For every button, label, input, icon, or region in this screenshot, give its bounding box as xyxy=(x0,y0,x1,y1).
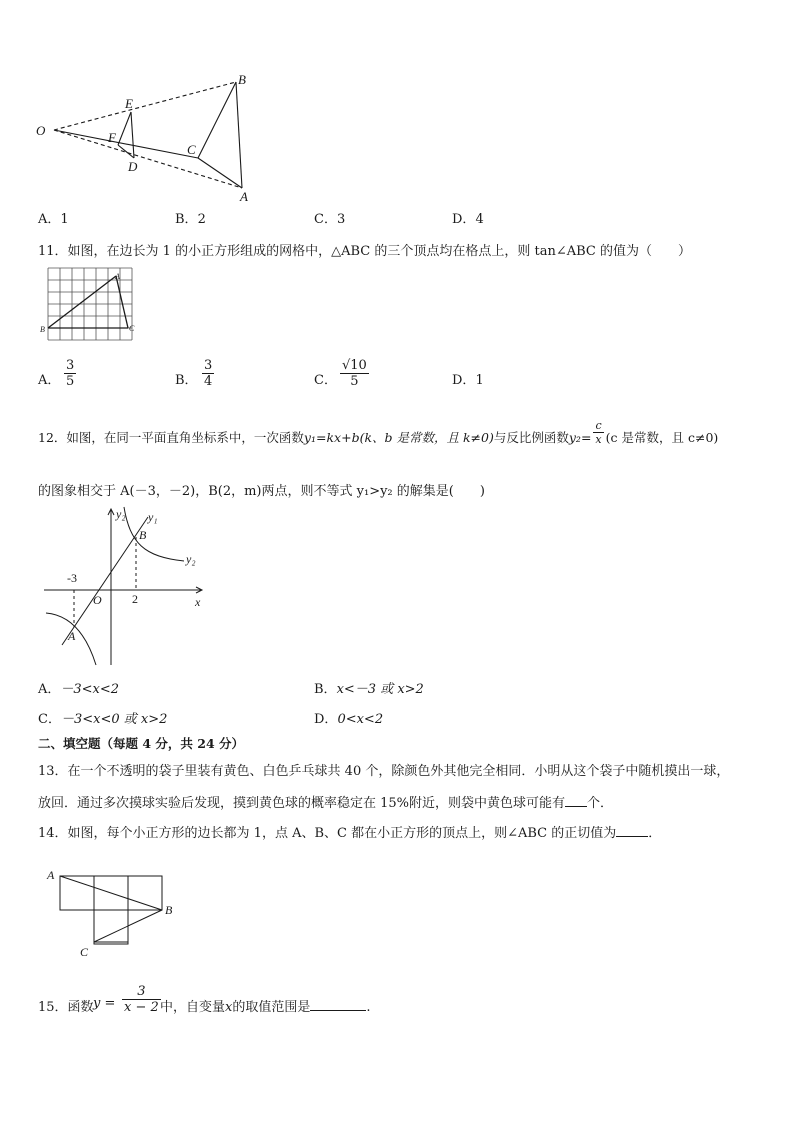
q12-option-a-text: －3<x<2 xyxy=(60,682,120,697)
q15-answer-blank[interactable] xyxy=(310,998,366,1011)
q11-side-AC xyxy=(116,276,128,328)
q13-line2 xyxy=(38,792,613,811)
q11-option-b-den: 4 xyxy=(204,374,213,389)
q11-option-d xyxy=(452,369,484,388)
q10-option-d-letter: D． xyxy=(452,212,476,227)
q12-option-b-text: x<－3 或 x>2 xyxy=(336,682,424,697)
q13-line1: 13．在一个不透明的袋子里装有黄色、白色乒乓球共 40 个，除颜色外其他完全相同．小明从这个袋子中随机摸出一球， xyxy=(38,764,730,779)
q10-option-a-letter: A． xyxy=(38,212,61,227)
q14-stem-pre: 14．如图，每个小正方形的边长都为 1，点 A、B、C 都在小正方形的顶点上，则∠ABC 的正切值为 xyxy=(38,826,617,841)
q14-label-A: A xyxy=(47,868,55,882)
q12-line2: 的图象相交于 A(－3，－2)，B(2，m)两点，则不等式 y₁>y₂ 的解集是( ) xyxy=(38,484,485,499)
q11-option-b-num: 3 xyxy=(204,358,213,373)
q11-option-c-letter: C． xyxy=(314,373,337,388)
q15-end: . xyxy=(366,1000,371,1015)
q14-stem xyxy=(38,822,661,841)
q11-label-C: C xyxy=(129,324,135,333)
q10-line-CA xyxy=(198,158,242,188)
q10-label-O: O xyxy=(36,123,46,138)
q10-label-A: A xyxy=(240,189,248,204)
q11-option-a-frac xyxy=(64,358,76,389)
q11-option-d-letter: D． xyxy=(452,373,476,388)
section-title: 二、填空题（每题 4 分，共 24 分） xyxy=(38,736,245,751)
q10-label-C: C xyxy=(187,142,196,157)
q10-label-D: D xyxy=(128,159,138,174)
q11-label-B: B xyxy=(40,325,45,334)
q15-frac xyxy=(122,984,161,1015)
q12-option-d xyxy=(314,708,383,727)
q11-option-a-letter: A． xyxy=(38,373,61,388)
q12-label-y1: y₁ xyxy=(148,510,158,524)
q15-frac-den: x − 2 xyxy=(124,1000,159,1015)
q12-label-B: B xyxy=(139,528,147,542)
q15-var: x xyxy=(225,1000,233,1015)
q15-y-eq: y = xyxy=(93,996,116,1011)
q11-options xyxy=(38,358,558,402)
q12-label-y2-axis: y₂ xyxy=(116,507,126,521)
q12-option-b xyxy=(314,678,424,697)
q12-label-x: x xyxy=(195,595,201,609)
q11-option-a-den: 5 xyxy=(66,374,75,389)
q13-answer-blank[interactable] xyxy=(565,794,587,807)
q12-option-c-text: －3<x<0 或 x>2 xyxy=(60,712,168,727)
q11-stem: 11．如图，在边长为 1 的小正方形组成的网格中，△ABC 的三个顶点均在格点上，则 tan∠ABC 的值为（ ） xyxy=(38,244,691,259)
q14-segment-AB xyxy=(60,876,162,910)
q11-label-A: A xyxy=(115,272,120,281)
q11-option-c-frac xyxy=(340,358,369,389)
q10-line-ED xyxy=(131,112,134,158)
q12-label-A: A xyxy=(68,629,76,643)
q10-option-d: 4 xyxy=(475,212,484,227)
q12-line1-function: y₁=kx+b(k、b 是常数，且 k≠0) xyxy=(303,430,494,445)
q12-label-neg3: -3 xyxy=(67,571,77,585)
q11-grid-figure xyxy=(36,264,140,344)
q10-label-E: E xyxy=(125,96,133,111)
q11-option-b-frac xyxy=(202,358,214,389)
q14-answer-blank[interactable] xyxy=(616,824,648,837)
q10-option-b-letter: B． xyxy=(175,212,198,227)
q12-frac-num: c xyxy=(595,419,602,432)
q11-option-a-num: 3 xyxy=(66,358,75,373)
q10-line-BA xyxy=(236,82,242,188)
q10-dashed-OA xyxy=(54,130,242,188)
q14-label-C: C xyxy=(80,945,89,959)
q12-option-c xyxy=(38,708,167,727)
q12-option-d-letter: D． xyxy=(314,712,338,727)
q12-label-y2-curve: y₂ xyxy=(186,552,196,566)
q11-option-c-num: √10 xyxy=(342,358,367,373)
q10-line-BC xyxy=(198,82,236,158)
q14-stem-post: ． xyxy=(648,826,662,841)
q10-figure xyxy=(30,72,270,204)
q15-rest xyxy=(160,996,371,1015)
q15-mid: 中，自变量 xyxy=(160,1000,226,1015)
q12-label-O: O xyxy=(93,593,102,607)
q13-line2-post: 个． xyxy=(587,796,614,811)
q12-option-b-letter: B． xyxy=(314,682,337,697)
q12-option-a xyxy=(38,678,119,697)
q14-label-B: B xyxy=(165,903,173,917)
q11-option-d-text: 1 xyxy=(475,373,484,388)
q10-line-EF xyxy=(118,112,131,145)
q14-figure xyxy=(44,866,184,962)
q10-option-c: 3 xyxy=(336,212,346,227)
q12-option-d-text: 0<x<2 xyxy=(337,712,384,727)
q15-frac-num: 3 xyxy=(137,984,146,999)
q12-option-c-letter: C． xyxy=(38,712,61,727)
q12-frac xyxy=(593,419,603,446)
q12-line1-y2: y₂= xyxy=(568,430,592,445)
q10-option-b: 2 xyxy=(197,212,206,227)
q12-frac-den: x xyxy=(595,433,602,446)
q10-option-c-letter: C． xyxy=(314,212,337,227)
q10-option-a: 1 xyxy=(60,212,69,227)
q13-line2-pre: 放回．通过多次摸球实验后发现，摸到黄色球的概率稳定在 15%附近，则袋中黄色球可能有 xyxy=(38,796,566,811)
q10-label-B: B xyxy=(238,72,246,87)
q12-line1 xyxy=(38,419,719,446)
q11-option-b-letter: B． xyxy=(175,373,198,388)
q12-line1-mid: 与反比例函数 xyxy=(493,430,569,445)
q10-dashed-OB xyxy=(54,82,236,130)
q11-side-BA xyxy=(48,276,116,328)
q15-pre: 15．函数 xyxy=(38,1000,94,1015)
q12-option-a-letter: A． xyxy=(38,682,61,697)
q12-label-2: 2 xyxy=(132,592,138,606)
q15-post: 的取值范围是 xyxy=(232,1000,311,1015)
q12-line1-pre: 12．如图，在同一平面直角坐标系中，一次函数 xyxy=(38,430,304,445)
q11-option-c-den: 5 xyxy=(340,373,369,389)
q12-line1-post: (c 是常数，且 c≠0) xyxy=(605,430,719,445)
q10-line-OC xyxy=(54,130,198,158)
q12-graph-figure xyxy=(40,503,212,668)
q10-line-FD xyxy=(118,145,134,158)
q10-label-F: F xyxy=(108,130,116,145)
